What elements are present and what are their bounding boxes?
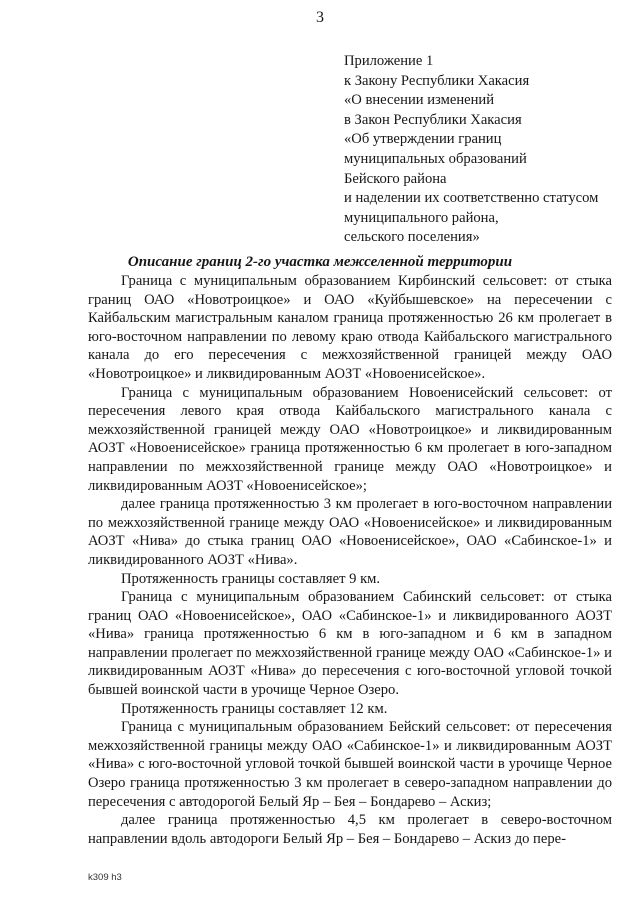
paragraph-length-12km: Протяженность границы составляет 12 км.	[121, 700, 388, 717]
footer-code: k309 h3	[88, 872, 122, 883]
document-body	[88, 272, 612, 848]
appendix-line: Приложение 1	[344, 53, 434, 69]
paragraph-sabinsky: Граница с муниципальным образованием Сабинский сельсовет: от стыка границ ОАО «Новоенисейское», ОАО «Сабинское-1» и ликвидированного АОЗТ «Нива» граница протяженностью 6 км в юго-западном и 6 км в западном направлении пролегает по межхозяйственной границе между ОАО «Сабинское-1» и ликвидированным АОЗТ «Нива» до пересечения с юго-восточной угловой точкой бывшей воинской части в урочище Черное Озеро.	[88, 589, 612, 699]
page-number: 3	[316, 9, 324, 26]
section-title: Описание границ 2-го участка межселенной территории	[127, 254, 513, 270]
paragraph-kirbinsky: Граница с муниципальным образованием Кирбинский сельсовет: от стыка границ ОАО «Новотроицкое» и ОАО «Куйбышевское» на пересечении с Кайбальским магистральным каналом граница протяженностью 26 км пролегает в юго-восточном направлении по левому краю отвода Кайбальского магистрального канала до его пересечения с межхозяйственной границей между ОАО «Новотроицкое» и ликвидированным АОЗТ «Новоенисейское».	[88, 273, 612, 382]
paragraph-novoeniseysky: Граница с муниципальным образованием Новоенисейский сельсовет: от пересечения левого края отвода Кайбальского магистрального канала с межхозяйственной границей между ОАО «Новотроицкое» и ликвидированным АОЗТ «Новоенисейское» граница протяженностью 6 км пролегает в юго-западном направлении по межхозяйственной границе между ОАО «Новотроицкое» и ликвидированным АОЗТ «Новоенисейское»;	[88, 384, 612, 494]
appendix-line: «Об утверждении границ	[344, 131, 502, 148]
paragraph-length-9km: Протяженность границы составляет 9 км.	[121, 570, 381, 587]
appendix-line: «О внесении изменений	[344, 92, 495, 109]
appendix-line: и наделении их соответственно статусом	[344, 190, 599, 207]
paragraph-beysky-continued: далее граница протяженностью 4,5 км пролегает в северо-восточном направлении вдоль автодороги Белый Яр – Бея – Бондарево – Аскиз до пере-	[88, 812, 612, 847]
appendix-line: муниципального района,	[344, 209, 499, 226]
appendix-header	[344, 52, 634, 248]
appendix-line: сельского поселения»	[344, 229, 480, 246]
paragraph-novoeniseysky-continued: далее граница протяженностью 3 км пролегает в юго-восточном направлении по межхозяйственной границе между ОАО «Новоенисейское» и ликвидированным АОЗТ «Нива» до стыка границ ОАО «Новоенисейское», ОАО «Сабинское-1» и ликвидированного АОЗТ «Нива».	[88, 496, 612, 568]
paragraph-beysky: Граница с муниципальным образованием Бейский сельсовет: от пересечения межхозяйственной границы между ОАО «Сабинское-1» и ликвидированным АОЗТ «Нива» с юго-восточной угловой точкой бывшей воинской части в урочище Черное Озеро граница протяженностью 3 км пролегает в северо-западном направлении до пересечения с автодорогой Белый Яр – Бея – Бондарево – Аскиз;	[88, 719, 612, 810]
appendix-line: к Закону Республики Хакасия	[344, 72, 530, 89]
appendix-line: Бейского района	[344, 170, 447, 187]
appendix-line: в Закон Республики Хакасия	[344, 111, 522, 128]
appendix-line: муниципальных образований	[344, 150, 527, 167]
